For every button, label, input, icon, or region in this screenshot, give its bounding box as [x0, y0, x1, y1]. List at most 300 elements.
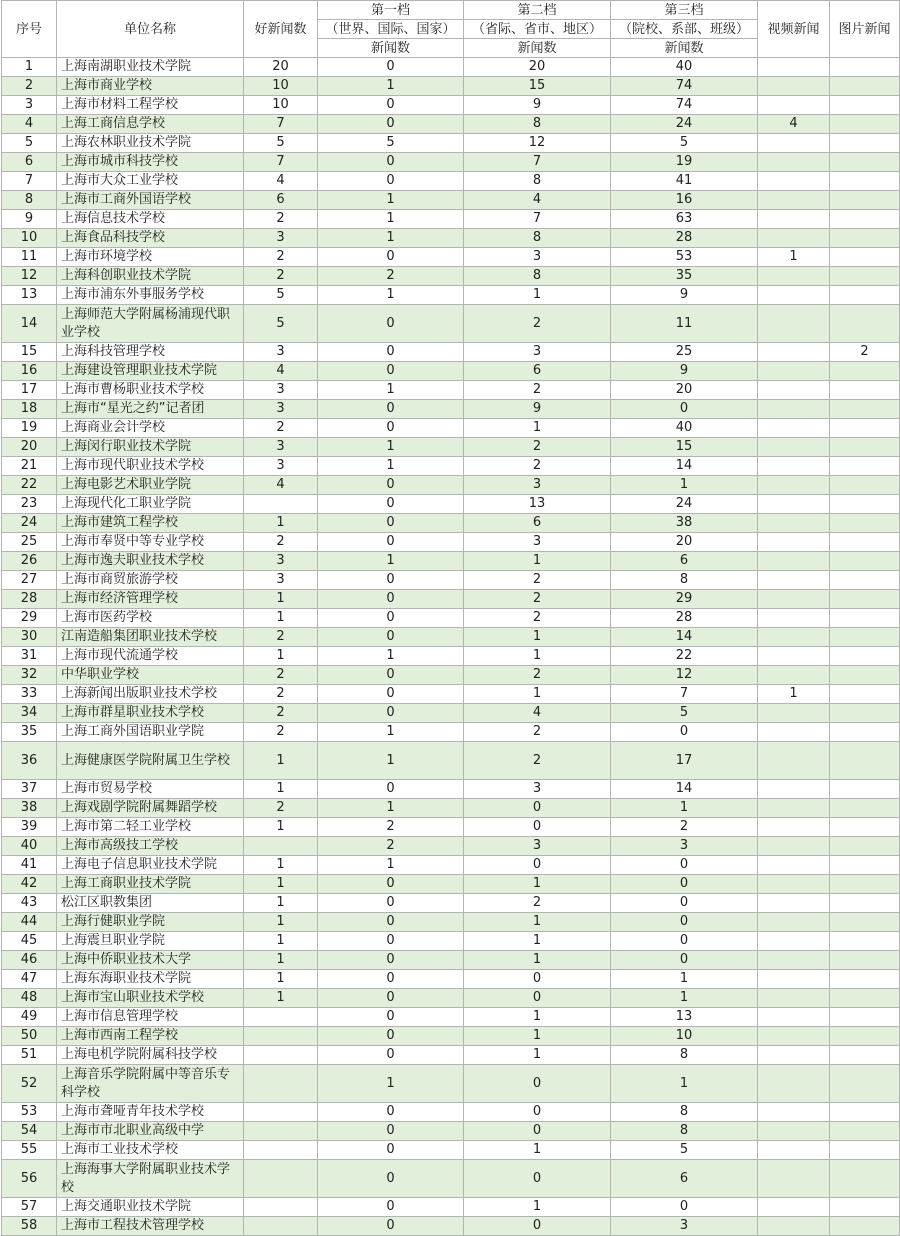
cell-photo [830, 248, 900, 267]
cell-tier2: 0 [464, 856, 611, 875]
cell-photo [830, 951, 900, 970]
cell-good-news: 1 [244, 951, 318, 970]
cell-good-news: 1 [244, 856, 318, 875]
cell-tier2: 0 [464, 1103, 611, 1122]
cell-tier2: 1 [464, 685, 611, 704]
cell-video [758, 1046, 830, 1065]
cell-photo [830, 172, 900, 191]
cell-tier2: 2 [464, 894, 611, 913]
header-tier1-count: 新闻数 [318, 39, 464, 58]
cell-tier1: 1 [318, 1065, 464, 1103]
cell-tier2: 2 [464, 305, 611, 343]
cell-tier1: 0 [318, 685, 464, 704]
cell-video [758, 1122, 830, 1141]
cell-video [758, 362, 830, 381]
cell-good-news [244, 1160, 318, 1198]
cell-good-news: 2 [244, 210, 318, 229]
cell-seq: 40 [2, 837, 57, 856]
cell-photo [830, 115, 900, 134]
cell-tier2: 0 [464, 1217, 611, 1236]
cell-tier2: 2 [464, 666, 611, 685]
cell-tier3: 20 [611, 533, 758, 552]
cell-seq: 1 [2, 58, 57, 77]
cell-tier1: 0 [318, 571, 464, 590]
cell-video [758, 932, 830, 951]
cell-seq: 48 [2, 989, 57, 1008]
table-row [2, 685, 900, 704]
table-row [2, 1141, 900, 1160]
cell-tier3: 7 [611, 685, 758, 704]
cell-seq: 44 [2, 913, 57, 932]
cell-video [758, 58, 830, 77]
cell-good-news: 1 [244, 989, 318, 1008]
cell-tier2: 2 [464, 742, 611, 780]
cell-good-news: 3 [244, 343, 318, 362]
cell-unit-name: 上海市市北职业高级中学 [57, 1122, 244, 1141]
cell-tier1: 0 [318, 590, 464, 609]
table-row [2, 590, 900, 609]
cell-tier3: 0 [611, 913, 758, 932]
cell-unit-name: 上海市第二轻工业学校 [57, 818, 244, 837]
cell-tier2: 9 [464, 400, 611, 419]
cell-tier1: 0 [318, 153, 464, 172]
cell-good-news: 3 [244, 457, 318, 476]
cell-video [758, 590, 830, 609]
cell-unit-name: 上海海事大学附属职业技术学校 [57, 1160, 244, 1198]
cell-good-news: 4 [244, 476, 318, 495]
cell-tier3: 0 [611, 932, 758, 951]
cell-tier1: 0 [318, 305, 464, 343]
header-tier2-scope: （省际、省市、地区） [464, 20, 611, 39]
cell-photo [830, 666, 900, 685]
cell-video [758, 476, 830, 495]
cell-seq: 23 [2, 495, 57, 514]
cell-tier2: 0 [464, 818, 611, 837]
cell-tier1: 0 [318, 1160, 464, 1198]
cell-unit-name: 上海市商业学校 [57, 77, 244, 96]
cell-tier1: 0 [318, 875, 464, 894]
cell-tier3: 41 [611, 172, 758, 191]
cell-good-news: 2 [244, 685, 318, 704]
cell-tier3: 6 [611, 1160, 758, 1198]
cell-good-news: 1 [244, 875, 318, 894]
cell-video [758, 894, 830, 913]
cell-good-news: 1 [244, 894, 318, 913]
cell-tier2: 1 [464, 552, 611, 571]
cell-seq: 51 [2, 1046, 57, 1065]
table-row [2, 723, 900, 742]
table-row [2, 1046, 900, 1065]
cell-video [758, 837, 830, 856]
cell-tier1: 1 [318, 381, 464, 400]
cell-video [758, 457, 830, 476]
table-row [2, 96, 900, 115]
cell-good-news: 10 [244, 96, 318, 115]
cell-seq: 30 [2, 628, 57, 647]
cell-tier1: 1 [318, 438, 464, 457]
cell-tier3: 11 [611, 305, 758, 343]
cell-tier1: 5 [318, 134, 464, 153]
cell-unit-name: 上海市环境学校 [57, 248, 244, 267]
table-row [2, 647, 900, 666]
cell-photo [830, 1198, 900, 1217]
table-row [2, 533, 900, 552]
cell-unit-name: 上海市浦东外事服务学校 [57, 286, 244, 305]
cell-tier2: 8 [464, 267, 611, 286]
cell-tier1: 0 [318, 989, 464, 1008]
cell-seq: 18 [2, 400, 57, 419]
cell-seq: 35 [2, 723, 57, 742]
table-row [2, 951, 900, 970]
header-tier3-count: 新闻数 [611, 39, 758, 58]
cell-photo [830, 362, 900, 381]
cell-photo [830, 96, 900, 115]
cell-video [758, 267, 830, 286]
cell-good-news [244, 1008, 318, 1027]
cell-tier3: 14 [611, 457, 758, 476]
header-tier3-scope: （院校、系部、班级） [611, 20, 758, 39]
cell-photo [830, 191, 900, 210]
cell-photo [830, 685, 900, 704]
cell-good-news: 3 [244, 438, 318, 457]
cell-tier3: 0 [611, 1198, 758, 1217]
cell-tier2: 1 [464, 286, 611, 305]
cell-seq: 32 [2, 666, 57, 685]
cell-tier3: 40 [611, 419, 758, 438]
cell-video [758, 704, 830, 723]
cell-seq: 37 [2, 780, 57, 799]
cell-tier1: 0 [318, 495, 464, 514]
cell-tier3: 8 [611, 1103, 758, 1122]
cell-tier1: 1 [318, 799, 464, 818]
cell-unit-name: 上海市曹杨职业技术学校 [57, 381, 244, 400]
cell-good-news: 1 [244, 742, 318, 780]
cell-tier2: 7 [464, 210, 611, 229]
header-tier2-count: 新闻数 [464, 39, 611, 58]
cell-seq: 3 [2, 96, 57, 115]
cell-unit-name: 上海市西南工程学校 [57, 1027, 244, 1046]
cell-seq: 27 [2, 571, 57, 590]
cell-unit-name: 上海市工业技术学校 [57, 1141, 244, 1160]
cell-tier3: 17 [611, 742, 758, 780]
table-row [2, 932, 900, 951]
cell-video [758, 875, 830, 894]
cell-tier3: 0 [611, 400, 758, 419]
cell-photo [830, 609, 900, 628]
cell-tier3: 16 [611, 191, 758, 210]
table-row [2, 1198, 900, 1217]
cell-good-news [244, 1103, 318, 1122]
cell-unit-name: 上海农林职业技术学院 [57, 134, 244, 153]
cell-tier3: 1 [611, 970, 758, 989]
cell-tier1: 1 [318, 191, 464, 210]
cell-video [758, 647, 830, 666]
cell-seq: 42 [2, 875, 57, 894]
cell-unit-name: 上海市材料工程学校 [57, 96, 244, 115]
cell-good-news [244, 837, 318, 856]
table-row [2, 438, 900, 457]
cell-tier2: 2 [464, 590, 611, 609]
cell-video [758, 210, 830, 229]
cell-tier3: 0 [611, 951, 758, 970]
cell-tier3: 29 [611, 590, 758, 609]
table-row [2, 1103, 900, 1122]
cell-tier3: 19 [611, 153, 758, 172]
cell-seq: 45 [2, 932, 57, 951]
cell-good-news: 2 [244, 666, 318, 685]
cell-photo [830, 552, 900, 571]
cell-unit-name: 上海市现代流通学校 [57, 647, 244, 666]
cell-good-news: 3 [244, 229, 318, 248]
cell-tier1: 2 [318, 267, 464, 286]
cell-tier1: 1 [318, 856, 464, 875]
cell-tier1: 1 [318, 723, 464, 742]
cell-tier3: 0 [611, 894, 758, 913]
cell-video: 4 [758, 115, 830, 134]
cell-unit-name: 上海食品科技学校 [57, 229, 244, 248]
table-row [2, 837, 900, 856]
cell-seq: 39 [2, 818, 57, 837]
cell-video [758, 96, 830, 115]
table-row [2, 229, 900, 248]
cell-tier3: 10 [611, 1027, 758, 1046]
cell-tier2: 3 [464, 533, 611, 552]
header-row-top [2, 1, 900, 20]
cell-photo [830, 742, 900, 780]
cell-unit-name: 上海市现代职业技术学校 [57, 457, 244, 476]
cell-video [758, 1141, 830, 1160]
cell-photo [830, 1160, 900, 1198]
cell-unit-name: 上海市建筑工程学校 [57, 514, 244, 533]
cell-tier3: 5 [611, 1141, 758, 1160]
cell-seq: 28 [2, 590, 57, 609]
cell-tier3: 2 [611, 818, 758, 837]
cell-seq: 8 [2, 191, 57, 210]
cell-good-news: 2 [244, 248, 318, 267]
cell-seq: 46 [2, 951, 57, 970]
cell-good-news: 3 [244, 552, 318, 571]
cell-video [758, 742, 830, 780]
cell-seq: 10 [2, 229, 57, 248]
cell-tier3: 1 [611, 476, 758, 495]
cell-tier2: 8 [464, 229, 611, 248]
table-row [2, 1008, 900, 1027]
cell-tier2: 6 [464, 362, 611, 381]
cell-video [758, 1065, 830, 1103]
cell-tier1: 0 [318, 894, 464, 913]
cell-tier3: 1 [611, 989, 758, 1008]
cell-photo [830, 77, 900, 96]
cell-tier2: 1 [464, 1008, 611, 1027]
cell-good-news: 6 [244, 191, 318, 210]
cell-photo [830, 1103, 900, 1122]
cell-video [758, 818, 830, 837]
header-unit-name: 单位名称 [57, 1, 244, 58]
cell-unit-name: 上海市“星光之约”记者团 [57, 400, 244, 419]
cell-photo [830, 647, 900, 666]
cell-good-news: 1 [244, 970, 318, 989]
cell-seq: 57 [2, 1198, 57, 1217]
table-row [2, 989, 900, 1008]
table-row [2, 362, 900, 381]
cell-tier1: 0 [318, 1027, 464, 1046]
cell-video [758, 286, 830, 305]
cell-photo [830, 514, 900, 533]
cell-tier3: 0 [611, 875, 758, 894]
cell-tier2: 0 [464, 1160, 611, 1198]
table-row [2, 457, 900, 476]
cell-seq: 53 [2, 1103, 57, 1122]
cell-tier2: 1 [464, 1046, 611, 1065]
cell-seq: 34 [2, 704, 57, 723]
cell-tier1: 0 [318, 58, 464, 77]
cell-tier2: 4 [464, 191, 611, 210]
cell-tier3: 0 [611, 723, 758, 742]
table-row [2, 1065, 900, 1103]
cell-tier1: 0 [318, 1008, 464, 1027]
cell-tier1: 0 [318, 704, 464, 723]
cell-good-news: 2 [244, 704, 318, 723]
cell-good-news: 3 [244, 571, 318, 590]
cell-unit-name: 上海工商外国语职业学院 [57, 723, 244, 742]
cell-unit-name: 上海市宝山职业技术学校 [57, 989, 244, 1008]
cell-photo [830, 913, 900, 932]
cell-tier1: 0 [318, 400, 464, 419]
cell-good-news: 2 [244, 267, 318, 286]
table-row [2, 704, 900, 723]
cell-good-news: 2 [244, 419, 318, 438]
table-row [2, 856, 900, 875]
cell-seq: 41 [2, 856, 57, 875]
cell-tier3: 3 [611, 1217, 758, 1236]
cell-tier1: 0 [318, 514, 464, 533]
cell-tier1: 0 [318, 951, 464, 970]
cell-good-news [244, 1027, 318, 1046]
cell-unit-name: 上海市聋哑青年技术学校 [57, 1103, 244, 1122]
cell-tier1: 0 [318, 172, 464, 191]
cell-good-news [244, 495, 318, 514]
cell-photo [830, 704, 900, 723]
cell-tier2: 1 [464, 913, 611, 932]
cell-good-news: 1 [244, 514, 318, 533]
cell-video [758, 229, 830, 248]
cell-photo [830, 818, 900, 837]
cell-seq: 25 [2, 533, 57, 552]
cell-tier2: 12 [464, 134, 611, 153]
cell-unit-name: 上海师范大学附属杨浦现代职业学校 [57, 305, 244, 343]
cell-photo [830, 229, 900, 248]
cell-unit-name: 上海交通职业技术学院 [57, 1198, 244, 1217]
cell-photo [830, 400, 900, 419]
cell-tier2: 9 [464, 96, 611, 115]
cell-tier3: 3 [611, 837, 758, 856]
cell-video [758, 153, 830, 172]
cell-seq: 55 [2, 1141, 57, 1160]
cell-good-news: 4 [244, 172, 318, 191]
cell-unit-name: 上海信息技术学校 [57, 210, 244, 229]
cell-unit-name: 上海市贸易学校 [57, 780, 244, 799]
cell-tier2: 7 [464, 153, 611, 172]
table-row [2, 875, 900, 894]
table-row [2, 818, 900, 837]
cell-video [758, 856, 830, 875]
cell-photo [830, 799, 900, 818]
cell-seq: 21 [2, 457, 57, 476]
cell-unit-name: 松江区职教集团 [57, 894, 244, 913]
cell-photo [830, 381, 900, 400]
cell-tier3: 5 [611, 704, 758, 723]
cell-unit-name: 上海建设管理职业技术学院 [57, 362, 244, 381]
cell-good-news: 1 [244, 932, 318, 951]
cell-seq: 14 [2, 305, 57, 343]
cell-photo: 2 [830, 343, 900, 362]
table-row [2, 495, 900, 514]
cell-tier2: 3 [464, 476, 611, 495]
table-body [2, 58, 900, 1236]
cell-video [758, 666, 830, 685]
cell-tier1: 0 [318, 628, 464, 647]
table-row [2, 552, 900, 571]
table-row [2, 381, 900, 400]
cell-seq: 5 [2, 134, 57, 153]
cell-tier1: 1 [318, 210, 464, 229]
cell-tier3: 8 [611, 1122, 758, 1141]
cell-unit-name: 上海震旦职业学院 [57, 932, 244, 951]
cell-tier2: 1 [464, 1198, 611, 1217]
cell-unit-name: 江南造船集团职业技术学校 [57, 628, 244, 647]
cell-unit-name: 上海市高级技工学校 [57, 837, 244, 856]
cell-video [758, 419, 830, 438]
table-row [2, 58, 900, 77]
cell-seq: 7 [2, 172, 57, 191]
cell-unit-name: 上海健康医学院附属卫生学校 [57, 742, 244, 780]
cell-unit-name: 上海科创职业技术学院 [57, 267, 244, 286]
table-row [2, 267, 900, 286]
cell-video [758, 172, 830, 191]
cell-good-news: 1 [244, 609, 318, 628]
cell-video [758, 1160, 830, 1198]
cell-seq: 6 [2, 153, 57, 172]
cell-unit-name: 上海市逸夫职业技术学校 [57, 552, 244, 571]
cell-tier3: 74 [611, 96, 758, 115]
cell-seq: 9 [2, 210, 57, 229]
cell-video [758, 514, 830, 533]
cell-unit-name: 上海工商信息学校 [57, 115, 244, 134]
table-row [2, 305, 900, 343]
table-row [2, 894, 900, 913]
cell-video [758, 400, 830, 419]
cell-good-news: 3 [244, 381, 318, 400]
cell-photo [830, 419, 900, 438]
cell-unit-name: 上海音乐学院附属中等音乐专科学校 [57, 1065, 244, 1103]
cell-good-news: 4 [244, 362, 318, 381]
cell-seq: 54 [2, 1122, 57, 1141]
cell-tier2: 2 [464, 723, 611, 742]
table-row [2, 286, 900, 305]
cell-unit-name: 上海市信息管理学校 [57, 1008, 244, 1027]
cell-seq: 17 [2, 381, 57, 400]
cell-good-news: 2 [244, 799, 318, 818]
cell-unit-name: 上海市群星职业技术学校 [57, 704, 244, 723]
cell-unit-name: 上海市商贸旅游学校 [57, 571, 244, 590]
cell-video [758, 628, 830, 647]
cell-tier1: 0 [318, 533, 464, 552]
cell-video [758, 1008, 830, 1027]
cell-good-news: 2 [244, 533, 318, 552]
table-row [2, 134, 900, 153]
cell-video [758, 989, 830, 1008]
cell-tier1: 2 [318, 818, 464, 837]
